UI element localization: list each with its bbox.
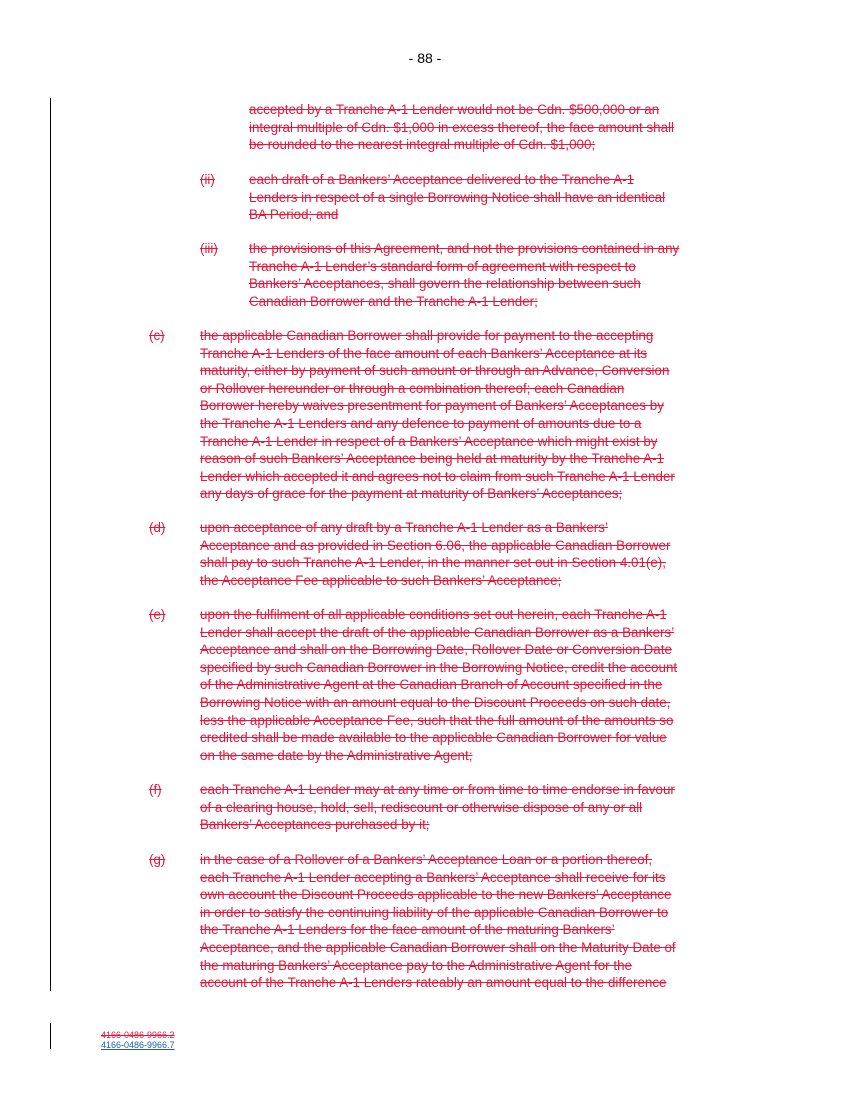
text-line: or Rollover hereunder or through a combination thereof; each Canadian [200, 380, 625, 396]
text-line: on the same date by the Administrative Agent; [200, 747, 473, 763]
clause-g [200, 851, 780, 992]
text-line: Acceptance and as provided in Section 6.06, the applicable Canadian Borrower [200, 537, 671, 553]
change-bar [50, 98, 51, 991]
text-line: Borrowing Notice with an amount equal to the Discount Proceeds on such date, [200, 694, 671, 710]
text-line: the Tranche A-1 Lenders for the face amount of the maturing Bankers’ [200, 922, 615, 938]
text-line: each draft of a Bankers’ Acceptance delivered to the Tranche A-1 [249, 172, 635, 187]
text-line: upon acceptance of any draft by a Tranche A-1 Lender as a Bankers’ [200, 520, 608, 535]
text-line: specified by such Canadian Borrower in the Borrowing Notice, credit the account [200, 659, 678, 675]
text-line: Acceptance and shall on the Borrowing Date, Rollover Date or Conversion Date [200, 642, 672, 658]
text-line: the maturing Bankers’ Acceptance pay to the Administrative Agent for the [200, 957, 632, 973]
clause-iii [249, 240, 769, 310]
text-line: less the applicable Acceptance Fee, such that the full amount of the amounts so [200, 712, 674, 728]
text-line: the Acceptance Fee applicable to such Bankers’ Acceptance; [200, 572, 562, 588]
text-line: be rounded to the nearest integral multiple of Cdn. $1,000; [249, 137, 596, 153]
text-line: Bankers’ Acceptances, shall govern the relationship between such [249, 276, 641, 292]
text-line: credited shall be made available to the applicable Canadian Borrower for value [200, 730, 667, 746]
clause-d [200, 519, 780, 589]
text-line: maturity, either by payment of such amount or through an Advance, Conversion [200, 363, 670, 379]
footer-change-bar [50, 1023, 51, 1049]
clause-marker-e: (e) [149, 607, 166, 622]
text-line: accepted by a Tranche A-1 Lender would not be Cdn. $500,000 or an [249, 102, 660, 117]
clause-marker-c: (c) [149, 328, 165, 343]
text-line: Acceptance, and the applicable Canadian Borrower shall on the Maturity Date of [200, 939, 676, 955]
clause-marker-g: (g) [149, 852, 166, 867]
text-line: Borrower hereby waives presentment for payment of Bankers’ Acceptances by [200, 398, 664, 414]
text-line: reason of such Bankers’ Acceptance being held at maturity by the Tranche A-1 [200, 451, 664, 467]
clause-f [200, 781, 780, 834]
text-line: of the Administrative Agent at the Canadian Branch of Account specified in the [200, 677, 663, 693]
text-line: Canadian Borrower and the Tranche A-1 Lender; [249, 293, 538, 309]
clause-marker-ii: (ii) [200, 172, 215, 187]
text-line: own account the Discount Proceeds applicable to the new Bankers’ Acceptance [200, 887, 672, 903]
clause-e [200, 606, 780, 764]
continued-paragraph [249, 101, 769, 154]
text-line: Tranche A-1 Lender’s standard form of agreement with respect to [249, 258, 636, 274]
clause-ii [249, 171, 769, 224]
text-line: of a clearing house, hold, sell, rediscount or otherwise dispose of any or all [200, 799, 643, 815]
text-line: the Tranche A-1 Lenders and any defence to payment of amounts due to a [200, 415, 642, 431]
text-line: BA Period; and [249, 207, 339, 223]
clause-marker-d: (d) [149, 520, 166, 535]
text-line: the provisions of this Agreement, and not the provisions contained in any [249, 241, 680, 256]
text-line: Lender shall accept the draft of the applicable Canadian Borrower as a Bankers’ [200, 624, 675, 640]
text-line: in order to satisfy the continuing liability of the applicable Canadian Borrower to [200, 904, 669, 920]
text-line: Lender which accepted it and agrees not to claim from such Tranche A-1 Lender [200, 468, 675, 484]
text-line: each Tranche A-1 Lender accepting a Bankers’ Acceptance shall receive for its [200, 869, 666, 885]
text-line: account of the Tranche A-1 Lenders rateably an amount equal to the difference [200, 975, 667, 991]
text-line: shall pay to such Tranche A-1 Lender, in the manner set out in Section 4.01(e), [200, 555, 666, 571]
text-line: any days of grace for the payment at maturity of Bankers’ Acceptances; [200, 486, 623, 502]
text-line: upon the fulfilment of all applicable conditions set out herein, each Tranche A-1 [200, 607, 667, 622]
clause-marker-iii: (iii) [200, 241, 218, 256]
page-number: - 88 - [408, 50, 442, 66]
text-line: the applicable Canadian Borrower shall provide for payment to the accepting [200, 328, 654, 343]
text-line: in the case of a Rollover of a Bankers’ Acceptance Loan or a portion thereof, [200, 852, 653, 867]
text-line: Tranche A-1 Lenders of the face amount of each Bankers’ Acceptance at its [200, 345, 648, 361]
clause-c [200, 327, 780, 503]
inserted-document-id: 4166-0486-9966.7 [101, 1040, 175, 1050]
text-line: Lenders in respect of a single Borrowing Notice shall have an identical [249, 189, 666, 205]
text-line: each Tranche A-1 Lender may at any time or from time to time endorse in favour [200, 782, 675, 797]
deleted-document-id: 4166-0486-9966.2 [101, 1030, 175, 1040]
clause-marker-f: (f) [149, 782, 162, 797]
text-line: integral multiple of Cdn. $1,000 in excess thereof, the face amount shall [249, 119, 675, 135]
text-line: Bankers’ Acceptances purchased by it; [200, 817, 430, 833]
text-line: Tranche A-1 Lender in respect of a Bankers’ Acceptance which might exist by [200, 433, 658, 449]
